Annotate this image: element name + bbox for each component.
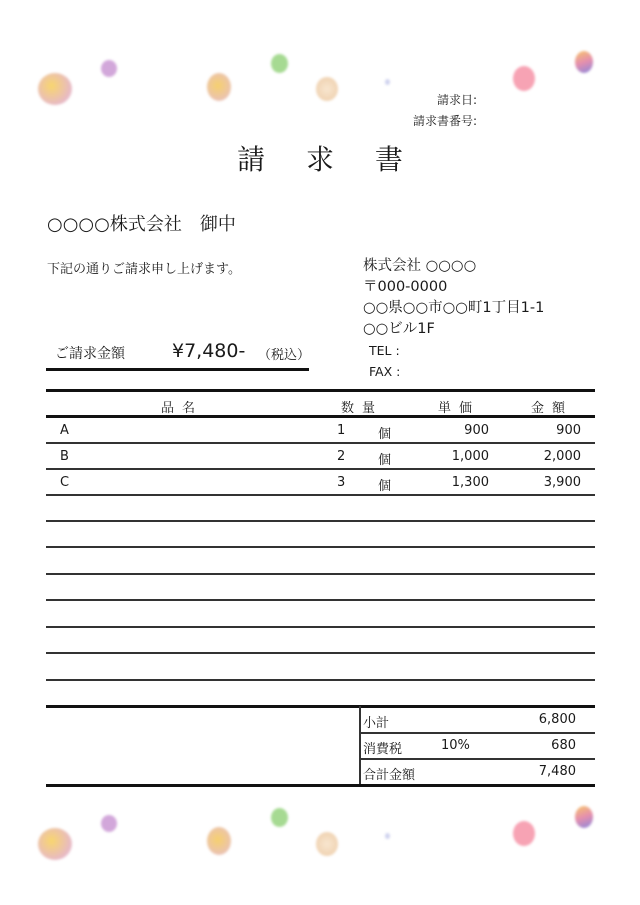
total-value: 7,480 — [538, 764, 576, 779]
table-top-border — [46, 389, 595, 392]
cell-unit: 個 — [378, 427, 392, 442]
table-bottom-border — [46, 705, 595, 708]
dot-decoration-icon — [38, 73, 72, 105]
cell-unit: 個 — [378, 453, 392, 468]
totals-divider — [359, 706, 361, 786]
dot-decoration-icon — [513, 821, 535, 846]
dot-decoration-icon — [271, 808, 288, 827]
amount-value: ¥7,480- — [172, 340, 246, 362]
cell-qty: 2 — [337, 449, 346, 464]
issuer-postal: 〒000-0000 — [363, 279, 448, 295]
intro-text: 下記の通りご請求申し上げます。 — [47, 262, 241, 277]
dot-decoration-icon — [316, 77, 338, 101]
dot-decoration-icon — [575, 806, 593, 828]
issuer-block — [363, 256, 544, 382]
row-divider — [46, 546, 595, 548]
issuer-address2: ○○ビル1F — [363, 321, 435, 337]
subtotal-label: 小計 — [363, 716, 390, 731]
cell-qty: 1 — [337, 423, 346, 438]
row-divider — [46, 494, 595, 496]
issuer-company: 株式会社 ○○○○ — [363, 258, 477, 274]
totals-row-divider — [360, 758, 595, 760]
row-divider — [46, 626, 595, 628]
dot-decoration-icon — [513, 66, 535, 91]
cell-amount: 900 — [556, 423, 581, 438]
cell-qty: 3 — [337, 475, 346, 490]
amount-label: ご請求金額 — [55, 346, 125, 362]
issuer-tel: TEL : — [369, 343, 400, 358]
dot-decoration-icon — [38, 828, 72, 860]
cell-item: B — [60, 449, 69, 464]
row-divider — [46, 468, 595, 470]
dot-decoration-icon — [207, 73, 231, 101]
header-qty: 数量 — [341, 401, 384, 416]
total-label: 合計金額 — [363, 768, 416, 783]
amount-tax-note: （税込） — [258, 348, 311, 363]
invoice-number-label: 請求書番号: — [412, 114, 477, 128]
amount-underline — [46, 368, 309, 371]
row-divider — [46, 652, 595, 654]
dot-decoration-icon — [101, 60, 117, 77]
tax-rate: 10% — [441, 738, 470, 753]
dot-decoration-icon — [575, 51, 593, 73]
issuer-address1: ○○県○○市○○町1丁目1-1 — [363, 300, 545, 316]
table-header-border — [46, 415, 595, 418]
row-divider — [46, 599, 595, 601]
cell-amount: 2,000 — [543, 449, 581, 464]
tax-value: 680 — [551, 738, 576, 753]
row-divider — [46, 442, 595, 444]
row-divider — [46, 679, 595, 681]
dot-decoration-icon — [207, 827, 231, 855]
issuer-fax: FAX : — [369, 364, 401, 379]
invoice-date-label: 請求日: — [436, 93, 477, 107]
header-item: 品名 — [161, 401, 204, 416]
header-amount: 金額 — [531, 401, 574, 416]
dot-decoration-icon — [316, 832, 338, 856]
page-title: 請 求 書 — [237, 143, 419, 176]
totals-bottom-border — [46, 784, 595, 787]
subtotal-value: 6,800 — [538, 712, 576, 727]
row-divider — [46, 573, 595, 575]
cell-unit-price: 1,000 — [451, 449, 489, 464]
dot-decoration-icon — [385, 79, 390, 85]
cell-unit-price: 1,300 — [451, 475, 489, 490]
cell-unit-price: 900 — [464, 423, 489, 438]
row-divider — [46, 520, 595, 522]
dot-decoration-icon — [385, 833, 390, 839]
dot-decoration-icon — [101, 815, 117, 832]
cell-item: C — [60, 475, 70, 490]
header-unit-price: 単価 — [438, 401, 481, 416]
totals-row-divider — [360, 732, 595, 734]
cell-item: A — [60, 423, 69, 438]
cell-amount: 3,900 — [543, 475, 581, 490]
tax-label: 消費税 — [363, 742, 403, 757]
client-name: ○○○○株式会社 御中 — [47, 214, 236, 235]
dot-decoration-icon — [271, 54, 288, 73]
cell-unit: 個 — [378, 479, 392, 494]
